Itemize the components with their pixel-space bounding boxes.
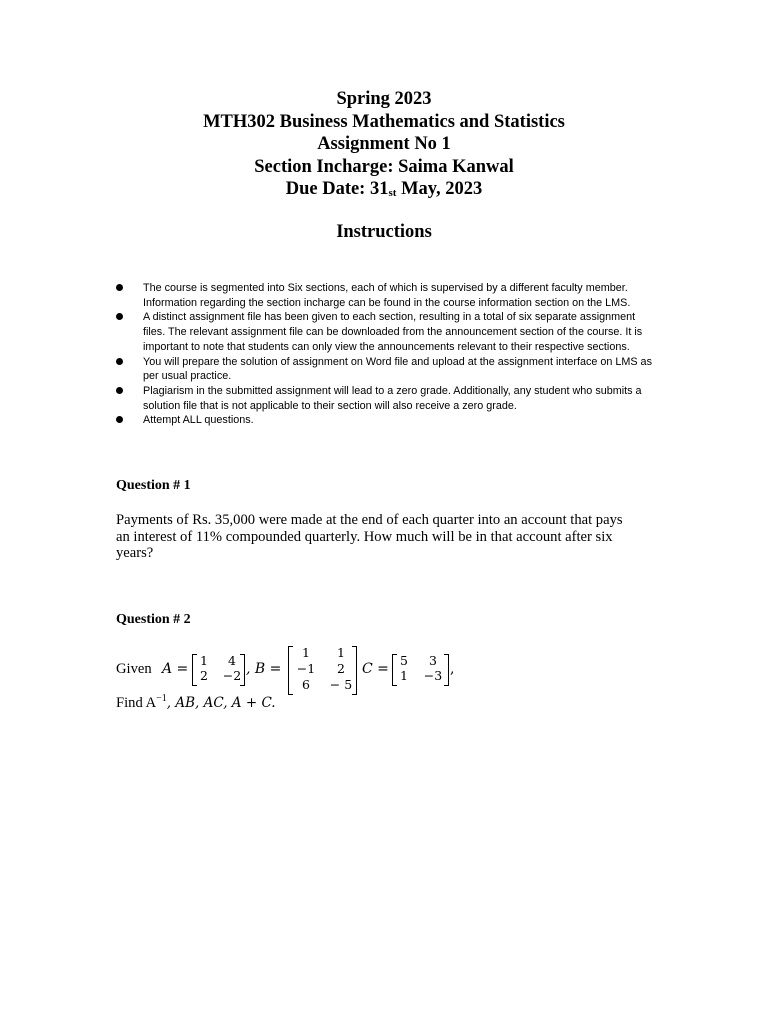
instructions-heading: Instructions	[336, 222, 432, 242]
right-bracket-icon	[444, 654, 449, 686]
matrix-cell: 2	[200, 668, 208, 683]
list-item-text: Plagiarism in the submitted assignment will lead to a zero grade. Additionally, any student who submits a solution file that is not applicable to their section will also receive a zero grade.	[143, 384, 642, 412]
question-1-text: Payments of Rs. 35,000 were made at the end of each quarter into an account that pays an interest of 11% compounded quarterly. How much will be in that account after six years?	[116, 512, 623, 562]
trailing-comma: ,	[450, 661, 455, 677]
matrix-cell: 1	[400, 668, 408, 683]
matrix-a-label: A =	[162, 661, 189, 677]
matrix-b	[294, 645, 354, 693]
list-item-text: The course is segmented into Six sections, each of which is supervised by a different faculty member. Information regarding the section incharge can be found in the course information section on the LMS.	[143, 282, 631, 309]
bullet-icon	[116, 313, 123, 320]
question-2-heading: Question # 2	[116, 612, 191, 627]
matrix-cell: 3	[429, 653, 437, 668]
matrix-cell: 2	[337, 661, 345, 676]
bullet-icon	[116, 358, 123, 365]
due-date-prefix: Due Date: 31	[285, 179, 389, 200]
find-superscript: −1	[156, 693, 167, 704]
due-date-rest: May, 2023	[396, 179, 483, 200]
list-item	[143, 384, 658, 413]
list-item-text: A distinct assignment file has been given to each section, resulting in a total of six separate assignment files. The relevant assignment file can be downloaded from the announcement section of the course. It is important to note that students can only view the announcements relevant to their respective sections.	[143, 311, 643, 353]
matrix-cell: −1	[296, 661, 316, 676]
find-line	[116, 693, 276, 712]
list-item-text: You will prepare the solution of assignment on Word file and upload at the assignment interface on LMS as per usual practice.	[143, 355, 652, 383]
right-bracket-icon	[352, 646, 357, 695]
matrix-cell: 1	[337, 645, 345, 660]
given-label: Given	[116, 661, 152, 677]
matrix-cell: −2	[222, 668, 242, 683]
list-item	[143, 355, 658, 384]
matrix-c-label: C =	[362, 661, 389, 677]
matrix-equation	[116, 644, 676, 696]
due-date-ordinal: st	[388, 187, 397, 200]
list-item	[143, 310, 658, 354]
assignment-title: Assignment No 1	[317, 134, 451, 155]
matrix-cell: 1	[200, 653, 208, 668]
matrix-cell: 6	[302, 677, 310, 692]
matrix-cell: −3	[423, 668, 443, 683]
matrix-cell: 5	[400, 653, 408, 668]
matrix-a	[198, 653, 244, 683]
section-incharge: Section Incharge: Saima Kanwal	[254, 156, 514, 177]
find-prefix: Find A	[116, 694, 157, 711]
find-expressions: , AB, AC, A + C.	[166, 694, 276, 711]
left-bracket-icon	[288, 646, 293, 695]
document-header	[0, 88, 768, 205]
matrix-cell: 4	[228, 653, 236, 668]
matrix-b-label: , B =	[246, 661, 282, 677]
question-1-heading: Question # 1	[116, 478, 191, 493]
instructions-list	[143, 281, 658, 428]
list-item	[143, 281, 658, 310]
course-title: MTH302 Business Mathematics and Statistics	[203, 111, 565, 132]
left-bracket-icon	[392, 654, 397, 686]
matrix-c	[398, 653, 446, 683]
due-date	[0, 178, 768, 205]
bullet-icon	[116, 284, 123, 291]
list-item-text: Attempt ALL questions.	[143, 414, 254, 427]
left-bracket-icon	[192, 654, 197, 686]
list-item	[143, 413, 658, 428]
right-bracket-icon	[240, 654, 245, 686]
matrix-cell: − 5	[329, 677, 353, 692]
bullet-icon	[116, 416, 123, 423]
semester-title: Spring 2023	[336, 89, 432, 109]
bullet-icon	[116, 387, 123, 394]
matrix-cell: 1	[302, 645, 310, 660]
